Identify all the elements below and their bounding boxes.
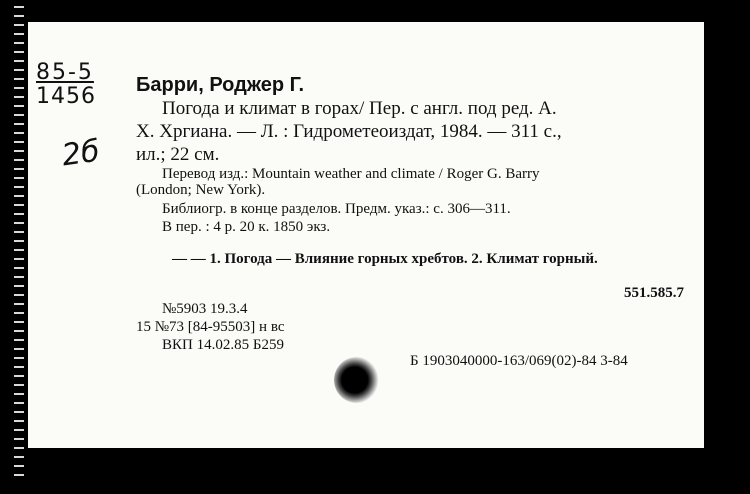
bibliography-note: Библиогр. в конце разделов. Предм. указ.: с. 306—311. [162, 201, 511, 217]
handwritten-note: 2б [59, 133, 102, 174]
book-code: Б 1903040000-163/069(02)-84 3-84 [410, 353, 628, 369]
perforation-edge [14, 6, 24, 476]
subject-headings: — — 1. Погода — Влияние горных хребтов. 2. Климат горный. [172, 251, 598, 267]
registry-number: №5903 19.3.4 [162, 301, 248, 317]
original-title-line-2: (London; New York). [136, 182, 266, 198]
author-heading: Барри, Роджер Г. [136, 74, 305, 96]
punch-hole [334, 357, 380, 403]
order-number: 15 №73 [84-95503] н вс [136, 319, 285, 335]
right-border [704, 18, 750, 448]
original-title-line-1: Перевод изд.: Mountain weather and climate / Roger G. Barry [162, 166, 540, 182]
vkp-line: ВКП 14.02.85 Б259 [162, 337, 284, 353]
handwritten-call-number-top: 85-5 [36, 60, 94, 85]
title-line-3: ил.; 22 см. [136, 144, 220, 165]
left-border [0, 0, 28, 494]
price-note: В пер. : 4 р. 20 к. 1850 экз. [162, 219, 331, 235]
udc-code: 551.585.7 [624, 285, 684, 301]
handwritten-call-number-bottom: 1456 [36, 84, 96, 109]
title-line-2: Х. Хргиана. — Л. : Гидрометеоиздат, 1984. — 311 с., [136, 121, 562, 142]
title-line-1: Погода и климат в горах/ Пер. с англ. под ред. А. [162, 98, 557, 119]
